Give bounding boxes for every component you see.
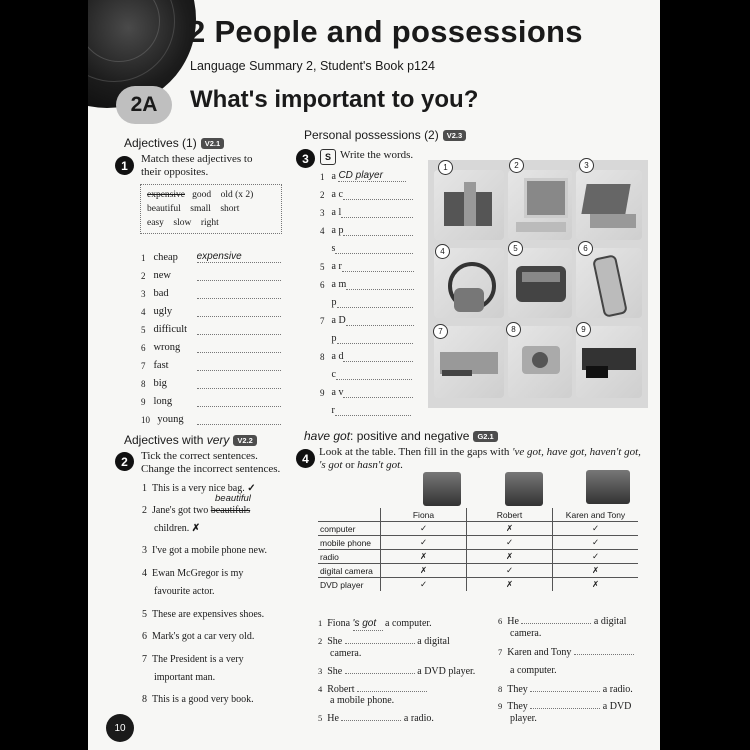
digital-camera-image [508, 326, 572, 398]
word-box-word: good [192, 190, 212, 200]
table-row-item: computer [318, 522, 381, 536]
word-box-word: small [190, 204, 211, 214]
answer-field[interactable]: 's got [353, 618, 383, 631]
item-prefix: a m [331, 279, 347, 290]
have-got-instruction: Look at the table. Then fill in the gaps with 've got, have got, haven't got, 's got or hasn't got. [319, 446, 641, 471]
answer-field[interactable] [343, 199, 413, 200]
item-word: long [153, 396, 173, 407]
photo-grid [428, 160, 648, 408]
answer-field[interactable] [197, 316, 281, 317]
have-got-heading-em: have got [304, 429, 351, 443]
item-prefix: a c [331, 189, 343, 200]
list-item [320, 254, 420, 272]
list-item [141, 353, 281, 371]
table-mark: ✓ [553, 536, 639, 550]
gap-6 [498, 615, 626, 628]
table-mark: ✗ [381, 564, 467, 578]
gap-object: a radio. [403, 713, 434, 724]
table-mark: ✗ [467, 578, 553, 592]
gap-object: a DVD [602, 701, 632, 712]
item-number: 8 [498, 684, 503, 694]
answer-field[interactable] [345, 643, 415, 644]
gap-7-cont: a computer. [510, 665, 557, 676]
word-box-word: slow [173, 218, 192, 228]
gap-5 [318, 712, 434, 725]
photo-label-5: 5 [508, 241, 523, 256]
sentence-4-cont [154, 586, 215, 598]
gap-subject: He [327, 713, 339, 724]
table-header-robert: Robert [467, 508, 553, 522]
gap-8 [498, 683, 633, 696]
table-row [318, 522, 638, 536]
sentence-2: 2 Jane's got two beautifuls [142, 505, 251, 516]
table-row-item: mobile phone [318, 536, 381, 550]
word-box-line-2 [147, 202, 275, 216]
item-prefix: p [331, 297, 337, 308]
answer-field[interactable] [197, 334, 281, 335]
table-mark: ✓ [381, 536, 467, 550]
gap-subject: She [327, 666, 343, 677]
table-row [318, 578, 638, 592]
gap-4-cont: a mobile phone. [330, 695, 395, 706]
gap-object: a digital [417, 636, 450, 647]
gap-2-cont: camera. [330, 648, 362, 659]
sentence-text: This is a very nice bag. [152, 483, 245, 494]
table-mark: ✓ [381, 578, 467, 592]
answer-field[interactable] [335, 253, 413, 254]
item-word: young [157, 414, 184, 425]
photo-label-8: 8 [506, 322, 521, 337]
answer-field[interactable] [521, 623, 591, 624]
table-mark: ✗ [467, 522, 553, 536]
have-got-tag: G2.1 [473, 431, 497, 442]
item-number: 9 [498, 701, 503, 711]
gap-subject: She [327, 636, 343, 647]
answer-field[interactable]: expensive [197, 251, 281, 263]
table-header-fiona: Fiona [381, 508, 467, 522]
table-row [318, 536, 638, 550]
list-item [320, 380, 420, 398]
page-number: 10 [106, 714, 134, 742]
list-item [320, 236, 420, 254]
gap-subject: They [507, 684, 528, 695]
list-item [141, 281, 281, 299]
list-item [320, 398, 420, 416]
list-item [141, 317, 281, 335]
list-item [320, 164, 420, 182]
instruction-text: Look at the table. Then fill in the gaps with [319, 446, 510, 458]
photo-label-4: 4 [435, 244, 450, 259]
answer-field[interactable] [343, 397, 413, 398]
photo-label-6: 6 [578, 241, 593, 256]
gap-1 [318, 617, 432, 631]
list-item [320, 290, 420, 308]
item-number: 9 [320, 388, 325, 398]
answer-field[interactable] [197, 370, 281, 371]
list-item [320, 308, 420, 326]
item-prefix: a l [331, 207, 342, 218]
radio-image [508, 248, 572, 318]
table-mark: ✗ [467, 550, 553, 564]
table-mark: ✓ [467, 536, 553, 550]
item-number: 5 [320, 262, 325, 272]
possessions-tag: V2.3 [443, 130, 466, 141]
table-row-item: DVD player [320, 579, 364, 590]
exercise-number-1: 1 [115, 156, 134, 175]
item-number: 1 [141, 253, 146, 263]
table-header-karen-tony: Karen and Tony [553, 508, 639, 522]
adjectives1-heading [124, 136, 224, 150]
cross-mark: ✗ [191, 523, 201, 534]
photo-label-7: 7 [433, 324, 448, 339]
item-number: 8 [320, 352, 325, 362]
table-header-row [318, 508, 638, 522]
answer-field[interactable] [530, 708, 600, 709]
sentence-text: Jane's got two [152, 505, 209, 516]
gap-7 [498, 646, 634, 659]
karen-and-tony-photo [586, 470, 630, 504]
answer-field[interactable] [345, 673, 415, 674]
adjectives-very-heading [124, 433, 257, 447]
list-item [141, 263, 281, 281]
item-word: cheap [153, 252, 178, 263]
have-got-heading [304, 429, 498, 443]
table-mark: ✓ [553, 522, 639, 536]
adjectives-very-heading-text: Adjectives with [124, 433, 204, 447]
list-item [320, 326, 420, 344]
item-prefix: a [331, 171, 336, 182]
list-item [320, 182, 420, 200]
instruction-forms: 've got, have got, haven't got, 's got [319, 446, 641, 471]
gap-9-cont: player. [510, 713, 537, 724]
item-number: 3 [320, 208, 325, 218]
item-number: 2 [318, 636, 323, 646]
answer-field[interactable]: CD player [338, 170, 406, 182]
sentence-text: The President is a very [152, 654, 244, 665]
word-box-line-1 [147, 188, 275, 202]
item-number: 2 [320, 190, 325, 200]
answer-field[interactable] [197, 298, 281, 299]
table-mark: ✓ [467, 564, 553, 578]
item-number: 4 [318, 684, 323, 694]
item-number: 4 [320, 226, 325, 236]
answer-field[interactable] [197, 280, 281, 281]
item-number: 2 [141, 271, 146, 281]
item-number: 4 [141, 307, 146, 317]
exercise-number-4: 4 [296, 449, 315, 468]
word-box-word: beautiful [147, 204, 181, 214]
possessions-list [320, 164, 420, 416]
possessions-table [318, 508, 638, 591]
exercise-number-3: 3 [296, 149, 315, 168]
answer-field[interactable] [343, 235, 413, 236]
instruction-text: or [345, 459, 355, 471]
answer-field[interactable] [341, 720, 401, 721]
word-box-word: old (x 2) [220, 190, 254, 200]
sentence-3: 3 I've got a mobile phone new. [142, 545, 268, 556]
sentence-6: 6 Mark's got a car very old. [142, 631, 255, 642]
answer-field[interactable] [337, 343, 413, 344]
adjectives-very-instruction: Tick the correct sentences. Change the incorrect sentences. [141, 450, 281, 475]
item-prefix: s [331, 243, 336, 254]
item-word: ugly [153, 306, 173, 317]
adjectives1-heading-text: Adjectives (1) [124, 136, 197, 150]
item-number: 3 [141, 289, 146, 299]
table-mark: ✓ [381, 522, 467, 536]
list-item [141, 245, 281, 263]
item-word: difficult [153, 324, 188, 335]
gap-3 [318, 665, 475, 678]
item-number: 5 [141, 325, 146, 335]
answer-field[interactable] [357, 691, 427, 692]
sentence-text: Ewan McGregor is my [152, 568, 244, 579]
item-number: 6 [320, 280, 325, 290]
sentence-text: important man. [154, 672, 216, 683]
unit-subtitle: Language Summary 2, Student's Book p124 [190, 59, 435, 73]
adjectives-very-tag: V2.2 [233, 435, 256, 446]
word-box-word: expensive [147, 190, 185, 200]
word-box [140, 184, 282, 234]
sentence-7-cont [154, 672, 215, 684]
item-prefix: a D [331, 315, 346, 326]
lesson-title: What's important to you? [190, 86, 479, 113]
item-prefix: r [331, 405, 335, 416]
adjectives1-list [141, 245, 281, 425]
sentence-7: 7 The President is a very [142, 654, 244, 665]
item-number: 1 [320, 172, 325, 182]
sentence-text: Mark's got a car very old. [152, 631, 255, 642]
word-box-word: easy [147, 218, 164, 228]
answer-field[interactable] [346, 325, 414, 326]
table-row-item: digital camera [318, 564, 381, 578]
item-prefix: c [331, 369, 336, 380]
item-word: new [153, 270, 171, 281]
table-mark: ✗ [553, 564, 639, 578]
photo-label-1: 1 [438, 160, 453, 175]
item-word: big [153, 378, 167, 389]
gap-subject: He [507, 616, 519, 627]
list-item [141, 371, 281, 389]
table-mark: ✓ [553, 550, 639, 564]
item-word: wrong [153, 342, 181, 353]
fiona-photo [423, 472, 461, 506]
adjectives1-instruction: Match these adjectives to their opposites. [141, 153, 253, 178]
gap-2 [318, 635, 450, 648]
item-number: 10 [141, 415, 150, 425]
list-item [141, 407, 281, 425]
table-mark: ✗ [553, 578, 639, 592]
item-prefix: a r [331, 261, 342, 272]
sentence-text: I've got a mobile phone new. [152, 545, 268, 556]
have-got-heading-text: : positive and negative [350, 429, 470, 443]
item-number: 5 [318, 713, 323, 723]
gap-object: a radio. [602, 684, 633, 695]
laptop-image [576, 170, 642, 240]
answer-field[interactable] [341, 217, 413, 218]
adjectives-very-heading-em: very [206, 433, 230, 447]
s-icon: S [320, 149, 336, 165]
gap-subject: Fiona [327, 618, 351, 629]
answer-field[interactable] [337, 307, 413, 308]
possessions-heading [304, 128, 466, 142]
unit-title: 2 People and possessions [188, 14, 583, 49]
tick-mark: ✓ [247, 483, 256, 494]
table-row [318, 564, 638, 578]
table-mark: ✗ [381, 550, 467, 564]
item-number: 7 [320, 316, 325, 326]
table-row-item: radio [318, 550, 381, 564]
sentence-2-cont [154, 523, 200, 535]
struck-word: beautifuls [210, 505, 251, 516]
item-prefix: a v [331, 387, 344, 398]
list-item [320, 344, 420, 362]
table-row [318, 550, 638, 564]
sentence-5: 5 These are expensives shoes. [142, 609, 265, 620]
item-word: fast [153, 360, 169, 371]
answer-field[interactable] [530, 691, 600, 692]
answer-field[interactable] [335, 415, 411, 416]
cd-player-image [434, 170, 504, 240]
list-item [141, 335, 281, 353]
list-item [320, 200, 420, 218]
list-item [141, 299, 281, 317]
gap-object: a DVD player. [417, 666, 476, 677]
sentence-text: This is a good very book. [152, 694, 254, 705]
lesson-badge: 2A [116, 86, 172, 124]
table-header-blank [318, 508, 381, 522]
answer-field[interactable] [197, 388, 281, 389]
gap-subject: They [507, 701, 528, 712]
gap-object: a computer. [385, 618, 432, 629]
robert-photo [505, 472, 543, 506]
item-number: 7 [141, 361, 146, 371]
item-number: 9 [141, 397, 146, 407]
photo-label-9: 9 [576, 322, 591, 337]
item-prefix: p [331, 333, 337, 344]
sentence-text: favourite actor. [154, 586, 215, 597]
exercise-number-2: 2 [115, 452, 134, 471]
sentence-text: children. [154, 523, 190, 534]
list-item [320, 218, 420, 236]
gap-subject: Robert [327, 684, 355, 695]
possessions-heading-text: Personal possessions (2) [304, 128, 439, 142]
video-recorder-image [576, 326, 642, 398]
sentence-4: 4 Ewan McGregor is my [142, 568, 244, 579]
item-prefix: a p [331, 225, 344, 236]
item-number: 3 [318, 666, 323, 676]
item-prefix: a d [331, 351, 344, 362]
sentence-8: 8 This is a good very book. [142, 694, 254, 705]
gap-9 [498, 700, 631, 713]
list-item [320, 272, 420, 290]
word-box-word: right [200, 218, 219, 228]
answer-field[interactable] [197, 352, 281, 353]
answer-field[interactable] [342, 271, 414, 272]
photo-label-2: 2 [509, 158, 524, 173]
list-item [320, 362, 420, 380]
possessions-instruction: Write the words. [340, 149, 414, 161]
computer-image [508, 170, 572, 240]
item-number: 1 [318, 618, 323, 628]
item-word: bad [153, 288, 169, 299]
answer-field[interactable] [574, 654, 634, 655]
answer-field[interactable] [197, 424, 281, 425]
gap-6-cont: camera. [510, 628, 542, 639]
item-number: 7 [498, 647, 503, 657]
answer-field[interactable] [197, 406, 281, 407]
photo-label-3: 3 [579, 158, 594, 173]
item-number: 6 [141, 343, 146, 353]
sentence-1: 1 This is a very nice bag. ✓ [142, 483, 256, 494]
gap-object: a digital [593, 616, 627, 627]
correction-insert: beautiful [215, 493, 251, 504]
word-box-line-3 [147, 216, 275, 230]
word-box-word: short [220, 204, 240, 214]
gap-subject: Karen and Tony [507, 647, 572, 658]
instruction-forms: hasn't got [357, 459, 401, 471]
mobile-phone-image [576, 248, 642, 318]
answer-field[interactable] [346, 289, 414, 290]
answer-field[interactable] [343, 361, 413, 362]
answer-field[interactable] [336, 379, 412, 380]
list-item [141, 389, 281, 407]
item-number: 8 [141, 379, 146, 389]
adjectives1-tag: V2.1 [201, 138, 224, 149]
sentence-text: These are expensives shoes. [152, 609, 265, 620]
item-number: 6 [498, 616, 503, 626]
workbook-page [88, 0, 660, 750]
